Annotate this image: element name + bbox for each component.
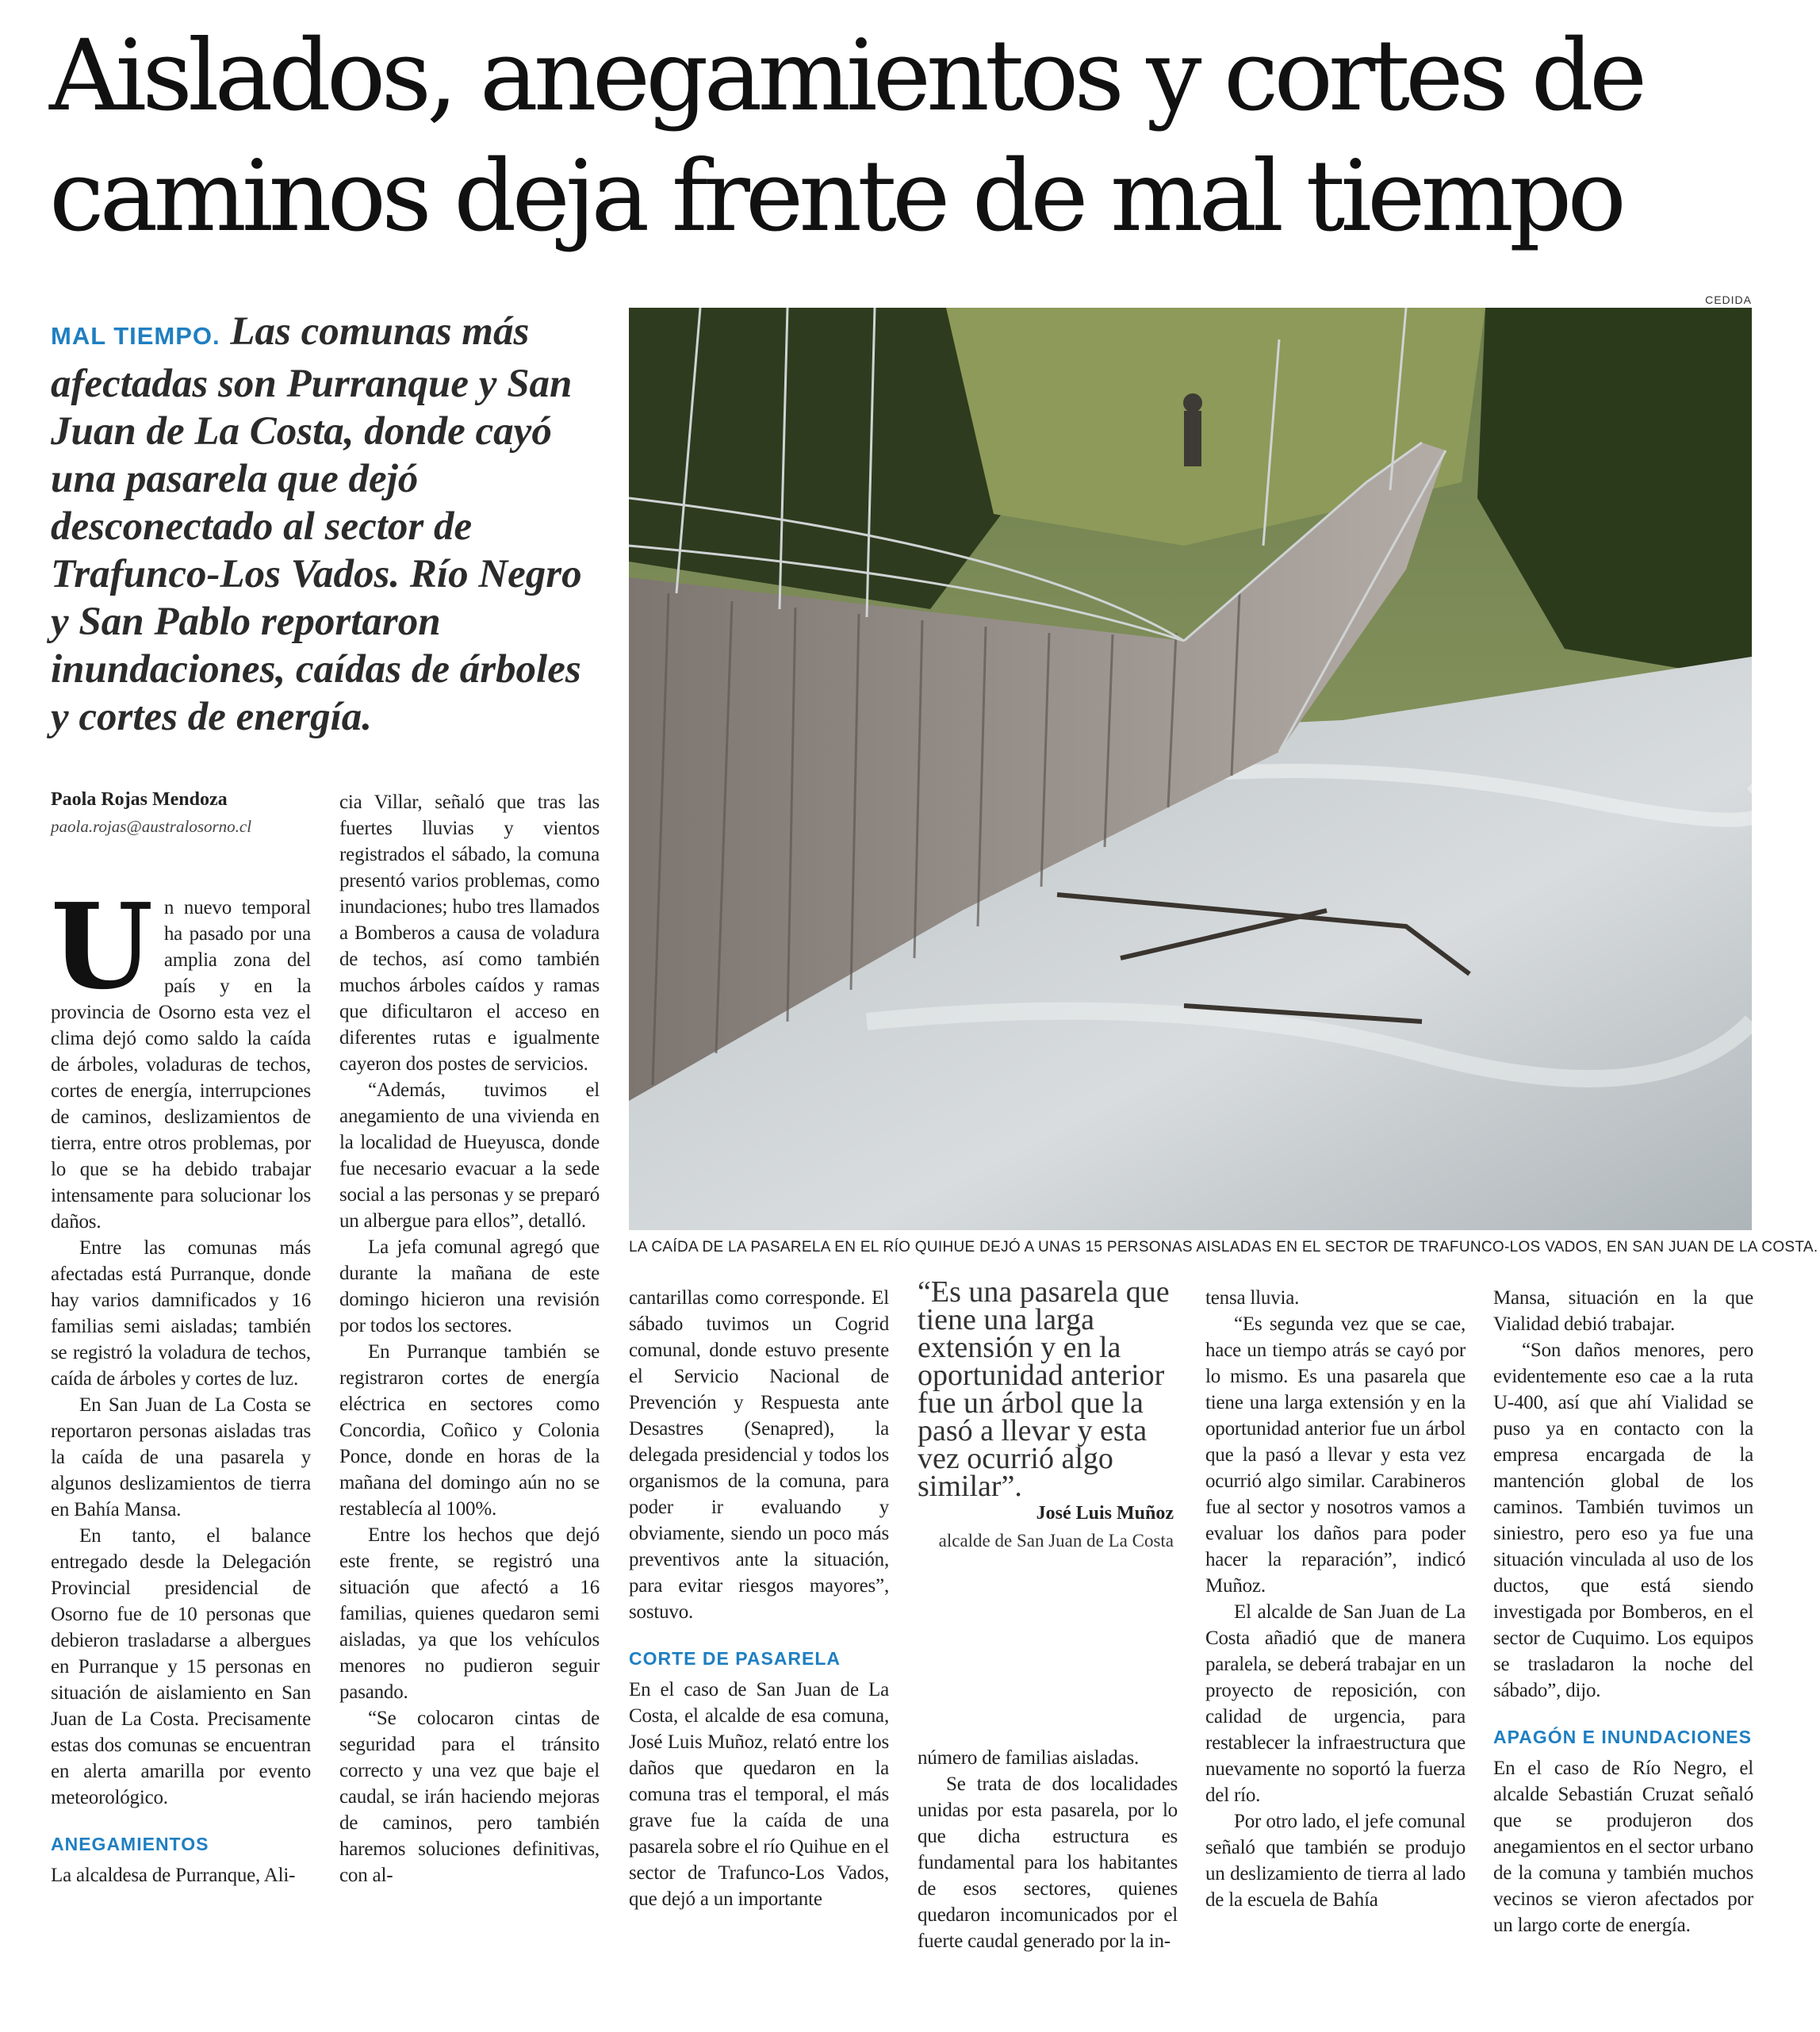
photo-credit: CEDIDA	[1705, 293, 1752, 306]
paragraph: número de familias aisladas.	[918, 1747, 1140, 1769]
paragraph: Por otro lado, el jefe comunal señaló que también se produjo un deslizamiento de tierra al lado de la escuela de Bahía	[1205, 1811, 1466, 1911]
paragraph: En el caso de San Juan de La Costa, el alcalde de esa comuna, José Luis Muñoz, relató entre los daños que quedaron en la comuna tras el temporal, el más grave fue la caída de una pasarela sobre el río Quihue en el sector de Trafunco-Los Vados, que dejó a un importante	[629, 1679, 889, 1910]
section-kicker: MAL TIEMPO.	[51, 322, 220, 350]
drop-cap: U	[51, 877, 153, 1015]
paragraph	[51, 877, 311, 1235]
paragraph: La alcaldesa de Purranque, Ali-	[51, 1865, 296, 1886]
author-name: Paola Rojas Mendoza	[51, 789, 228, 810]
paragraph: El alcalde de San Juan de La Costa añadió que de manera paralela, se deberá trabajar en un proyecto de reposición, con calidad de urgencia, para restablecer la infraestructura que nuevamente no soportó la fuerza del río.	[1205, 1601, 1466, 1806]
paragraph: cia Villar, señaló que tras las fuertes lluvias y vientos registrados el sábado, la comuna presentó varios problemas, como inundaciones; hubo tres llamados a Bomberos a causa de voladura de techos, así como también muchos árboles caídos y ramas que dificultaron el acceso en diferentes rutas e igualmente cayeron dos postes de servicios.	[339, 792, 600, 1075]
paragraph: En Purranque también se registraron cortes de energía eléctrica en sectores como Concordia, Coñico y Colonia Ponce, donde en horas de la mañana del domingo aún no se restablecía al 100%.	[339, 1341, 600, 1520]
column-1	[51, 877, 311, 1888]
paragraph: En el caso de Río Negro, el alcalde Sebastián Cruzat señaló que se produjeron dos anegamientos en el sector urbano de la comuna y también muchos vecinos se vieron afectados por un largo corte de energía.	[1493, 1758, 1753, 1936]
paragraph-text: n nuevo temporal ha pasado por una amplia zona del país y en la provincia de Osorno esta vez el clima dejó como saldo la caída de árboles, voladuras de techos, cortes de energía, interrupciones de caminos, deslizamientos de tierra, entre otros problemas, por lo que se ha debido trabajar intensamente para solucionar los daños.	[51, 897, 311, 1233]
column-4	[918, 1745, 1178, 1954]
column-3	[629, 1285, 889, 1912]
pull-quote: “Es una pasarela que tiene una larga extensión y en la oportunidad anterior fue un árbol que la pasó a llevar y esta vez ocurrió algo similar”.	[918, 1275, 1170, 1503]
paragraph: “Se colocaron cintas de seguridad para el tránsito correcto y una vez que baje el caudal, se irán haciendo mejoras de caminos, pero también haremos soluciones definitivas, con al-	[339, 1708, 600, 1886]
paragraph: Se trata de dos localidades unidas por esta pasarela, por lo que dicha estructura es fundamental para los habitantes de esos sectores, quienes quedaron incomunicados por el fuerte caudal generado por la in-	[918, 1773, 1178, 1952]
author-email: paola.rojas@australosorno.cl	[51, 817, 252, 836]
paragraph: Entre las comunas más afectadas está Purranque, donde hay varios damnificados y 16 familias semi aisladas; también se registró la voladura de techos, caída de árboles y cortes de luz.	[51, 1237, 311, 1390]
subhead-corte-de-pasarela: CORTE DE PASARELA	[629, 1648, 841, 1669]
pull-quote-name: José Luis Muñoz	[1036, 1503, 1174, 1524]
paragraph: “Son daños menores, pero evidentemente eso cae a la ruta U-400, así que ahí Vialidad se puso ya en contacto con la empresa encargada de la mantención global de los caminos. También tuvimos un siniestro, pero eso ya fue una situación vinculada al uso de los ductos, que está siendo investigada por Bomberos, en el sector de Cuquimo. Los equipos se trasladaron la noche del sábado”, dijo.	[1493, 1340, 1753, 1701]
person-figure	[1184, 411, 1201, 466]
paragraph: Mansa, situación en la que Vialidad debió trabajar.	[1493, 1287, 1753, 1335]
lede	[51, 308, 606, 741]
column-2	[339, 789, 600, 1888]
paragraph: La jefa comunal agregó que durante la mañana de este domingo hicieron una revisión por todos los sectores.	[339, 1236, 600, 1336]
byline	[51, 789, 251, 837]
paragraph: Entre los hechos que dejó este frente, se registró una situación que afectó a 16 familias, quienes quedaron semi aisladas, ya que los vehículos menores no pudieron seguir pasando.	[339, 1524, 600, 1703]
photo-caption: LA CAÍDA DE LA PASARELA EN EL RÍO QUIHUE DEJÓ A UNAS 15 PERSONAS AISLADAS EN EL SECTOR DE TRAFUNCO-LOS VADOS, EN SAN JUAN DE LA COSTA.	[629, 1239, 1818, 1256]
pull-quote-role: alcalde de San Juan de La Costa	[938, 1531, 1174, 1551]
column-5	[1205, 1285, 1466, 1913]
trees-left	[629, 308, 1002, 609]
paragraph: “Es segunda vez que se cae, hace un tiempo atrás se cayó por lo mismo. Es una pasarela que tiene una larga extensión y en la oportunidad anterior fue un árbol que la pasó a llevar y esta vez ocurrió algo similar. Carabineros fue al sector y nosotros vamos a evaluar los daños para poder hacer la reparación”, indicó Muñoz.	[1205, 1313, 1466, 1597]
subhead-anegamientos: ANEGAMIENTOS	[51, 1834, 209, 1854]
paragraph: En tanto, el balance entregado desde la Delegación Provincial presidencial de Osorno fue de 10 personas que debieron trasladarse a albergues en Purranque y 15 personas en situación de aislamiento en San Juan de La Costa. Precisamente estas dos comunas se encuentran en alerta amarilla por evento meteorológico.	[51, 1525, 311, 1808]
paragraph: En San Juan de La Costa se reportaron personas aisladas tras la caída de una pasarela y algunos deslizamientos de tierra en Bahía Mansa.	[51, 1394, 311, 1520]
column-6	[1493, 1285, 1753, 1938]
bridge-photo	[629, 308, 1752, 1230]
subhead-apagon-e-inundaciones: APAGÓN E INUNDACIONES	[1493, 1727, 1752, 1747]
paragraph: “Además, tuvimos el anegamiento de una vivienda en la localidad de Hueyusca, donde fue necesario evacuar a la sede social a las personas y se preparó un albergue para ellos”, detalló.	[339, 1079, 600, 1232]
paragraph: cantarillas como corresponde. El sábado tuvimos un Cogrid comunal, donde estuvo presente el Servicio Nacional de Prevención y Respuesta ante Desastres (Senapred), la delegada presidencial y todos los organismos de la comuna, para poder ir evaluando y obviamente, siendo un poco más preventivos ante la situación, para evitar riesgos mayores”, sostuvo.	[629, 1287, 889, 1623]
lede-text: Las comunas más afectadas son Purranque y San Juan de La Costa, donde cayó una pasarela que dejó desconectado al sector de Trafunco-Los Vados. Río Negro y San Pablo reportaron inundaciones, caídas de árboles y cortes de energía.	[51, 309, 582, 739]
paragraph: tensa lluvia.	[1205, 1287, 1300, 1309]
headline: Aislados, anegamientos y cortes de caminos deja frente de mal tiempo	[49, 19, 1643, 254]
